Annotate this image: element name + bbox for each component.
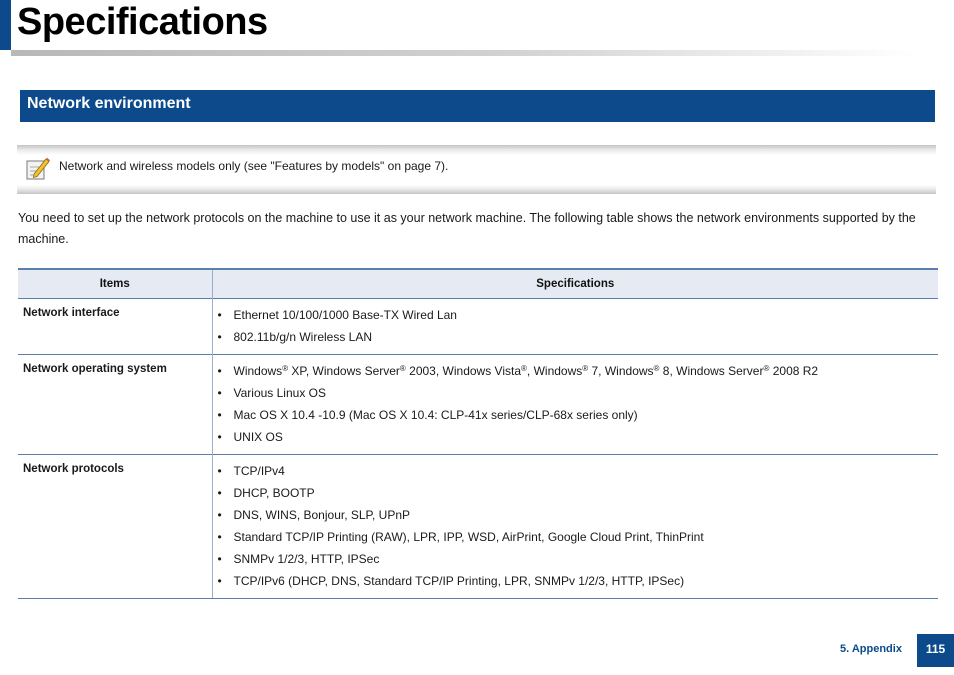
header-items: Items <box>18 269 212 298</box>
header-specifications: Specifications <box>212 269 938 298</box>
list-item: • Windows® XP, Windows Server® 2003, Windows Vista®, Windows® 7, Windows® 8, Windows Server® 2008 R2 <box>217 363 819 378</box>
spec-list <box>213 304 939 348</box>
list-item: • TCP/IPv6 (DHCP, DNS, Standard TCP/IP Printing, LPR, SNMPv 1/2/3, HTTP, IPSec) <box>217 573 685 588</box>
row-name: Network protocols <box>18 454 212 598</box>
title-divider <box>11 50 916 56</box>
network-spec-table <box>18 268 938 599</box>
list-item: • Ethernet 10/100/1000 Base-TX Wired Lan <box>217 307 457 322</box>
page-number-badge <box>917 634 954 667</box>
list-item: • SNMPv 1/2/3, HTTP, IPSec <box>217 551 380 566</box>
list-item: • UNIX OS <box>217 429 283 444</box>
list-item: • DHCP, BOOTP <box>217 485 315 500</box>
list-item: • Various Linux OS <box>217 385 326 400</box>
table-header-row <box>18 269 938 298</box>
table-row <box>18 454 938 598</box>
note-box <box>17 145 936 194</box>
list-item: • Standard TCP/IP Printing (RAW), LPR, IPP, WSD, AirPrint, Google Cloud Print, ThinPrint <box>217 529 704 544</box>
section-header <box>20 90 935 122</box>
spec-list <box>213 360 939 448</box>
spec-list <box>213 460 939 592</box>
table-row <box>18 298 938 354</box>
row-name: Network interface <box>18 298 212 354</box>
list-item: • TCP/IPv4 <box>217 463 285 478</box>
row-name: Network operating system <box>18 354 212 454</box>
list-item: • 802.11b/g/n Wireless LAN <box>217 329 373 344</box>
intro-paragraph: You need to set up the network protocols on the machine to use it as your network machine. The following table shows the network environments supported by the machine. <box>18 211 916 246</box>
note-pencil-icon <box>25 156 51 182</box>
page-number: 115 <box>925 642 946 656</box>
section-title: Network environment <box>27 95 191 112</box>
footer-section-label: 5. Appendix <box>840 643 902 655</box>
list-item: • Mac OS X 10.4 -10.9 (Mac OS X 10.4: CLP-41x series/CLP-68x series only) <box>217 407 638 422</box>
page-title: Specifications <box>17 1 268 43</box>
table-row <box>18 354 938 454</box>
title-accent-bar <box>0 0 11 50</box>
list-item: • DNS, WINS, Bonjour, SLP, UPnP <box>217 507 411 522</box>
note-text: Network and wireless models only (see "Features by models" on page 7). <box>59 159 449 173</box>
